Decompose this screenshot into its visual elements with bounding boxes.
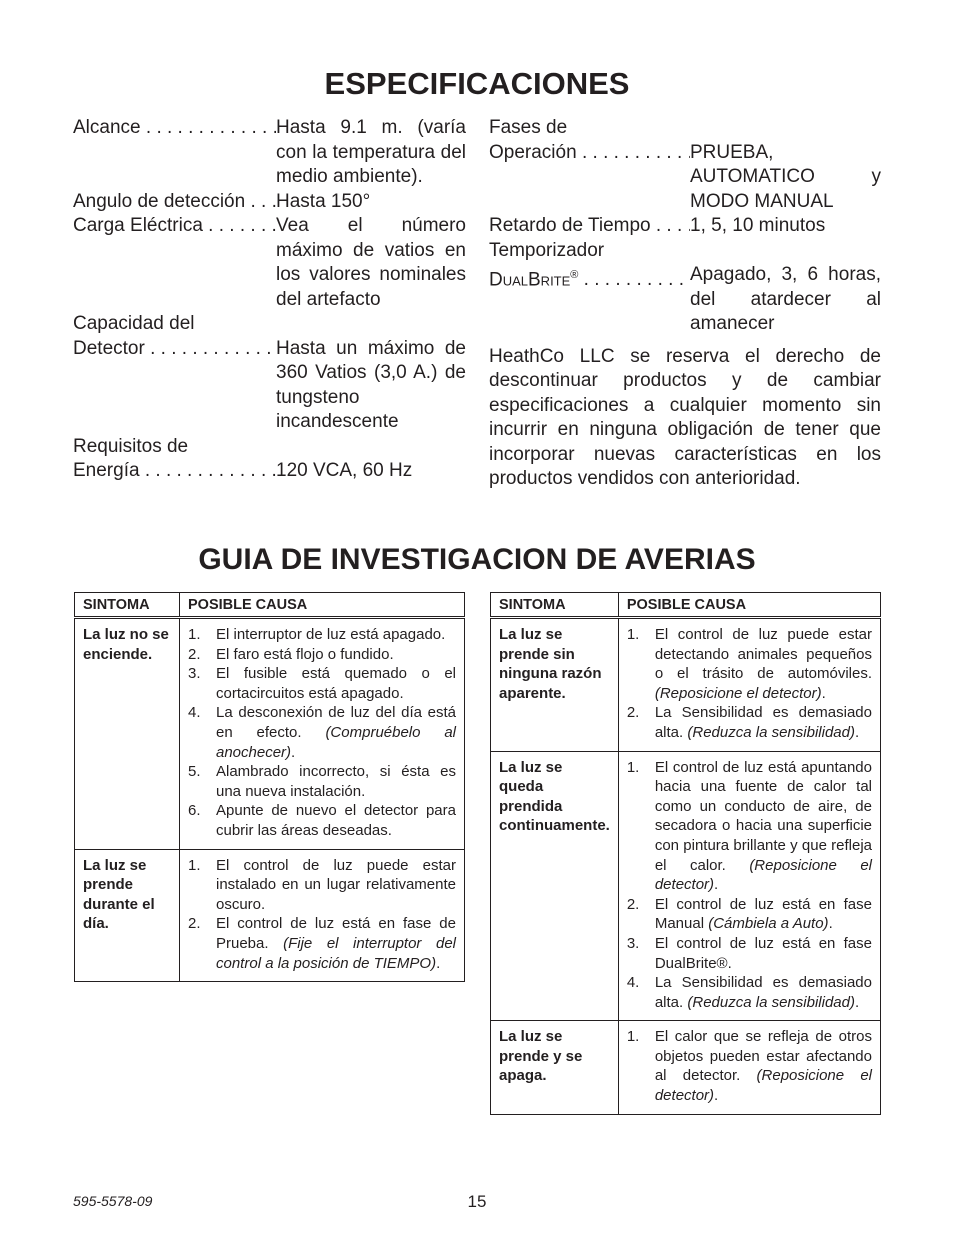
spec-label: [489, 263, 690, 337]
table-row: [491, 751, 881, 1021]
cause-item: [627, 895, 872, 934]
troubleshooting-table-right: [490, 592, 881, 1115]
symptom-cell: La luz no se enciende.: [75, 618, 180, 850]
spec-row: [73, 116, 466, 190]
cause-list: [627, 625, 872, 743]
cause-header: POSIBLE CAUSA: [618, 593, 880, 618]
cause-item: [627, 934, 872, 973]
cause-main-text: El control de luz está en fase Manual: [654, 895, 872, 933]
spec-label-first-line: Capacidad del: [73, 313, 195, 334]
cause-number: 2.: [188, 915, 201, 933]
spec-value: 120 VCA, 60 Hz: [276, 460, 413, 481]
table-row: [75, 849, 465, 982]
spec-label-text: Retardo de Tiempo: [489, 215, 651, 236]
cause-number: 1.: [188, 626, 201, 643]
document-code: 595-5578-09: [73, 1193, 153, 1209]
disclaimer-note: HeathCo LLC se reserva el derecho de descontinuar productos y de cambiar especificaciones a cualquier momento sin incurrir en ninguna obligación de tener que incorporar nuevas características en los productos vendidos con anterioridad.: [489, 345, 881, 489]
cause-main-text: El control de luz está en fase DualBrite®.: [654, 934, 872, 972]
registered-mark: ®: [570, 269, 579, 281]
cause-text: [655, 934, 872, 973]
spec-value: 1, 5, 10 minutos: [690, 215, 826, 236]
cause-item: [188, 856, 456, 915]
cause-item: [627, 625, 872, 703]
cause-number: 2.: [626, 704, 640, 722]
cause-item: [188, 645, 456, 665]
cause-item: [627, 758, 872, 895]
cause-main-text: El control de luz está en fase de Prueba.: [216, 915, 456, 952]
table-row: [491, 1021, 881, 1114]
cause-number: 1.: [626, 1028, 640, 1046]
spec-row: [73, 190, 466, 215]
cause-item: [188, 801, 456, 840]
spec-label-first-line: Temporizador: [489, 239, 605, 261]
cause-text: [216, 801, 456, 840]
cause-hint: (Reposicione el detector): [654, 684, 822, 702]
cause-number: 4.: [188, 704, 201, 722]
spec-label-text: Operación: [489, 141, 577, 163]
spec-row: [73, 214, 466, 312]
spec-value: Hasta un máximo de 360 Vatios (3,0 A.) de tungsteno incandescente: [276, 337, 466, 432]
cause-text: [216, 664, 456, 703]
spec-label: [73, 190, 276, 215]
cause-text: La Sensibilidad es demasiado alta. (Reduzca la sensibilidad).: [654, 974, 872, 1011]
spec-label-text: Detector: [73, 337, 145, 359]
cause-text: La desconexión de luz del día está en efecto. (Compruébelo al anochecer).: [216, 704, 457, 761]
symptom-cell: La luz se prende sin ninguna razón aparente.: [491, 618, 619, 752]
cause-number: 4.: [626, 974, 640, 992]
spec-label-text: Carga Eléctrica: [73, 215, 203, 236]
spec-label: [73, 459, 276, 484]
table-row: [491, 618, 881, 752]
cause-number: 5.: [188, 763, 201, 781]
cause-main-text: El calor que se refleja de otros objetos pueden estar afectando al detector.: [654, 1028, 872, 1085]
cause-list: [627, 758, 872, 1013]
spec-value: Hasta 150°: [276, 190, 371, 212]
cause-hint: (Reposicione el detector): [654, 856, 872, 894]
spec-value: Vea el número máximo de vatios en los valores nominales del artefacto: [276, 215, 466, 310]
cause-item: [627, 973, 872, 1012]
cause-text: La Sensibilidad es demasiado alta. (Reduzca la sensibilidad).: [654, 704, 872, 741]
cause-main-text: El fusible está quemado o el cortacircuitos está apagado.: [216, 665, 456, 702]
cause-number: 1.: [626, 758, 640, 776]
cause-item: [188, 914, 456, 973]
cause-main-text: El control de luz puede estar detectando animales pequeños o el trásito de automóviles.: [654, 626, 872, 683]
symptom-header: SINTOMA: [75, 593, 180, 618]
spec-label: [73, 116, 276, 190]
cause-number: 3.: [188, 665, 201, 683]
cause-number: 2.: [626, 895, 640, 913]
cause-text: El control de luz puede estar detectando animales pequeños o el trásito de automóviles. (Reposicione el detector).: [654, 626, 872, 702]
cause-item: [188, 625, 456, 645]
spec-label-text: DualBrite: [489, 269, 571, 291]
cause-item: [627, 703, 872, 742]
cause-number: 1.: [626, 626, 640, 643]
spec-label-text: Alcance: [73, 117, 141, 138]
spec-label-line: [73, 312, 466, 337]
spec-label: [489, 214, 690, 239]
cause-cell: [180, 618, 465, 850]
spec-label-line: [73, 435, 466, 460]
table-row: [75, 618, 465, 850]
cause-hint: (Reduzca la sensibilidad): [687, 723, 855, 741]
cause-main-text: El interruptor de luz está apagado.: [216, 626, 446, 643]
spec-row: [489, 141, 881, 215]
cause-number: 1.: [188, 856, 201, 874]
cause-hint: (Compruébelo al anochecer): [216, 723, 457, 761]
symptom-cell: La luz se prende durante el día.: [75, 849, 180, 982]
cause-main-text: El faro está flojo o fundido.: [216, 645, 394, 663]
cause-number: 3.: [626, 934, 640, 952]
cause-number: 2.: [188, 645, 201, 663]
cause-list: [188, 856, 456, 974]
troubleshooting-table-left: [74, 592, 465, 982]
cause-item: [188, 762, 456, 801]
cause-hint: (Reposicione el detector): [654, 1067, 873, 1105]
specs-right-rows: [489, 116, 881, 337]
cause-hint: (Fije el interruptor del control a la posición de TIEMPO): [216, 934, 456, 972]
spec-label-first-line: Requisitos de: [73, 435, 189, 457]
cause-main-text: El control de luz está apuntando hacia una fuente de calor tal como un conducto de aire, de secadora o hacia una superficie con pintura brillante y que refleja el calor.: [654, 758, 872, 874]
cause-list: [627, 1027, 872, 1105]
cause-text: [216, 625, 456, 645]
cause-main-text: La Sensibilidad es demasiado alta.: [654, 974, 872, 1011]
cause-text: [216, 762, 456, 801]
cause-text: El calor que se refleja de otros objetos pueden estar afectando al detector. (Reposicione el detector).: [654, 1028, 873, 1105]
cause-item: [627, 1027, 872, 1105]
cause-cell: [618, 618, 880, 752]
cause-main-text: El control de luz puede estar instalado en un lugar relativamente oscuro.: [216, 856, 456, 913]
specs-right-column: [489, 116, 881, 492]
cause-text: [216, 645, 456, 665]
cause-number: 6.: [188, 802, 201, 820]
cause-main-text: La Sensibilidad es demasiado alta.: [654, 704, 872, 741]
cause-cell: [618, 751, 880, 1021]
cause-main-text: Apunte de nuevo el detector para cubrir las áreas deseadas.: [216, 802, 456, 839]
cause-text: El control de luz está en fase de Prueba. (Fije el interruptor del control a la posición de TIEMPO).: [216, 915, 456, 972]
symptom-cell: La luz se prende y se apaga.: [491, 1021, 619, 1114]
cause-hint: (Reduzca la sensibilidad): [687, 993, 855, 1011]
cause-item: [188, 703, 456, 762]
cause-text: El control de luz está apuntando hacia una fuente de calor tal como un conducto de aire, de secadora o hacia una superficie con pintura brillante y que refleja el calor. (Reposicione el detector).: [654, 758, 872, 894]
spec-label: [73, 214, 276, 312]
cause-hint: (Cámbiela a Auto): [708, 915, 829, 933]
cause-item: [188, 664, 456, 703]
spec-row: [489, 214, 881, 239]
spec-label-first-line: Fases de: [489, 117, 568, 138]
spec-value: Hasta 9.1 m. (varía con la temperatura del medio ambiente).: [276, 117, 466, 187]
cause-cell: [180, 849, 465, 982]
cause-text: [216, 856, 456, 915]
cause-text: El control de luz está en fase Manual (Cámbiela a Auto).: [654, 895, 872, 933]
spec-label-text: Energía: [73, 460, 140, 481]
spec-label-line: [489, 116, 881, 141]
specs-title: ESPECIFICACIONES: [324, 66, 630, 101]
spec-label-text: Angulo de detección: [73, 190, 246, 212]
cause-main-text: La desconexión de luz del día está en efecto.: [216, 704, 456, 741]
troubleshooting-title: GUIA DE INVESTIGACION DE AVERIAS: [198, 543, 756, 576]
specs-left-column: [73, 116, 466, 484]
spec-value: Apagado, 3, 6 horas, del atardecer al amanecer: [690, 264, 881, 334]
spec-label: [489, 141, 690, 215]
spec-label: [73, 337, 276, 435]
spec-label-line: [489, 239, 881, 264]
symptom-cell: La luz se queda prendida continuamente.: [491, 751, 619, 1021]
page-number: 15: [467, 1192, 487, 1211]
spec-row: [489, 263, 881, 337]
cause-main-text: Alambrado incorrecto, si ésta es una nueva instalación.: [216, 763, 456, 800]
symptom-header: SINTOMA: [491, 593, 619, 618]
cause-header: POSIBLE CAUSA: [180, 593, 465, 618]
cause-list: [188, 625, 456, 841]
spec-row: [73, 459, 466, 484]
cause-cell: [618, 1021, 880, 1114]
spec-row: [73, 337, 466, 435]
spec-value: PRUEBA, AUTOMATICO y MODO MANUAL: [690, 141, 881, 212]
